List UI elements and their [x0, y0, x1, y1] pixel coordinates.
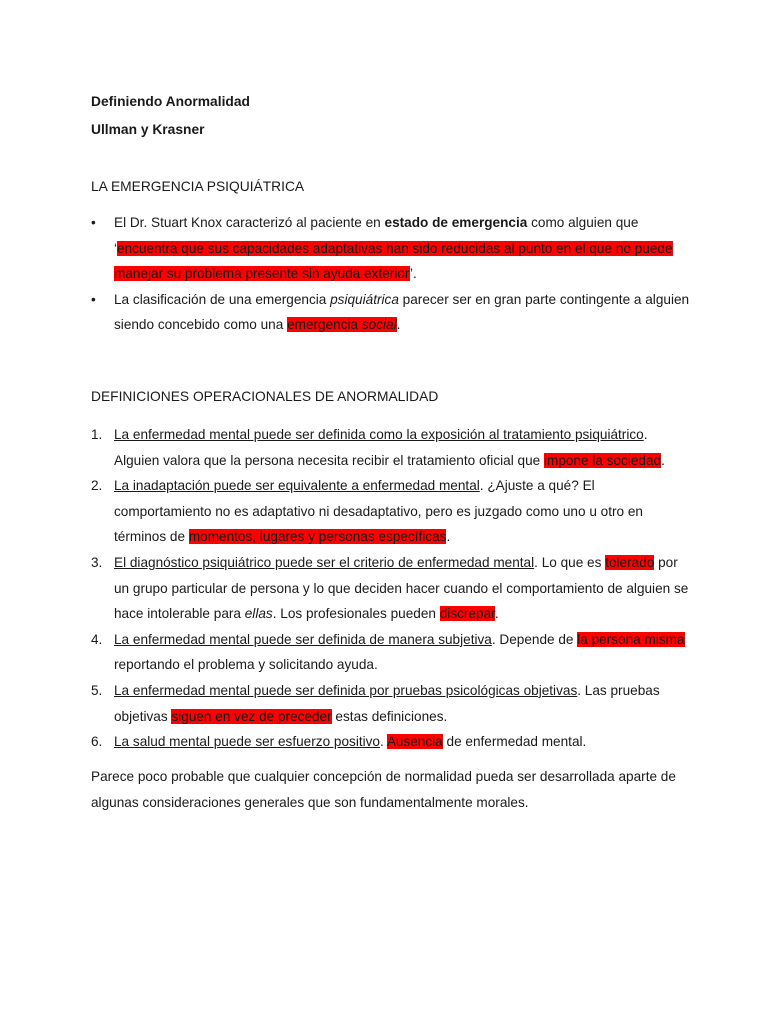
- italic-text: psiquiátrica: [330, 291, 399, 307]
- text-run: por un grupo particular de persona y lo que deciden hacer cuando el comportamiento de alguien se hace intolerable para: [114, 554, 689, 622]
- list-item: [91, 678, 691, 729]
- list-item: [91, 627, 691, 678]
- list-item: [91, 210, 691, 287]
- text-run: . Depende de: [491, 631, 578, 647]
- highlighted-text: siguen en vez de preceder: [171, 708, 332, 724]
- text-run: .: [661, 452, 665, 468]
- text-run: .: [396, 317, 401, 333]
- text-run: .: [446, 529, 451, 545]
- text-run: La clasificación de una emergencia: [114, 291, 331, 307]
- spacer: [91, 200, 691, 210]
- bullet-list: [91, 210, 691, 338]
- document-title: Definiendo Anormalidad: [91, 94, 250, 109]
- text-run: .: [494, 606, 499, 622]
- highlighted-text: impone la sociedad: [543, 452, 662, 468]
- spacer: [91, 755, 691, 764]
- text-run: . Las pruebas objetivas: [114, 682, 660, 724]
- bullet-icon: •: [91, 215, 96, 230]
- list-number: 5.: [91, 682, 103, 698]
- text-run: reportando el problema y solicitando ayuda.: [114, 657, 378, 673]
- spacer: [91, 410, 691, 422]
- closing-paragraph: Parece poco probable que cualquier concepción de normalidad pueda ser desarrollada aparte de algunas consideraciones generales que son fundamentalmente morales.: [91, 768, 676, 810]
- text-run: . Alguien valora que la persona necesita recibir el tratamiento oficial que: [114, 426, 648, 468]
- highlighted-text: tolerado: [605, 554, 655, 570]
- numbered-list: [91, 422, 691, 755]
- text-run: .: [380, 734, 387, 750]
- list-number: 3.: [91, 554, 103, 570]
- text-run: como alguien que ‘: [114, 215, 639, 256]
- list-item: [91, 473, 691, 550]
- bullet-icon: •: [91, 291, 96, 307]
- document-authors: Ullman y Krasner: [91, 122, 205, 137]
- list-item: [91, 550, 691, 627]
- spacer: [91, 144, 691, 174]
- underlined-text: La enfermedad mental puede ser definida por pruebas psicológicas objetivas: [114, 682, 578, 698]
- text-run: . ¿Ajuste a qué? El comportamiento no es adaptativo ni desadaptativo, pero es juzgado como uno u otro en términos de: [114, 478, 643, 545]
- bold-text: estado de emergencia: [384, 215, 528, 230]
- list-item: [91, 287, 691, 338]
- list-item: [91, 422, 691, 473]
- text-run: estas definiciones.: [331, 708, 448, 724]
- highlighted-text: encuentra que sus capacidades adaptativas han sido reducidas al punto en el que no puede manejar su problema presente sin ayuda exterior: [114, 240, 673, 282]
- underlined-text: La salud mental puede ser esfuerzo positivo: [114, 734, 380, 750]
- list-item: [91, 729, 691, 755]
- spacer: [91, 338, 691, 384]
- text-run: . Los profesionales pueden: [272, 606, 440, 622]
- highlighted-text: [287, 317, 397, 332]
- section-heading-definiciones: DEFINICIONES OPERACIONALES DE ANORMALIDAD: [91, 388, 439, 404]
- section-heading-emergencia: LA EMERGENCIA PSIQUIÁTRICA: [91, 179, 305, 194]
- text-run: parecer ser en gran parte contingente a alguien siendo concebido como una: [114, 291, 690, 333]
- highlighted-text: Ausencia: [386, 734, 443, 750]
- underlined-text: La inadaptación puede ser equivalente a enfermedad mental: [114, 478, 480, 494]
- list-number: 1.: [91, 426, 103, 442]
- document-page: [91, 88, 691, 816]
- text-run: . Lo que es: [534, 554, 606, 570]
- italic-text: social: [361, 317, 397, 333]
- text-run: ’.: [409, 266, 417, 282]
- underlined-text: La enfermedad mental puede ser definida de manera subjetiva: [114, 631, 492, 647]
- underlined-text: La enfermedad mental puede ser definida como la exposición al tratamiento psiquiátrico: [114, 426, 644, 442]
- italic-text: ellas: [244, 606, 273, 622]
- text-run: emergencia: [287, 317, 362, 333]
- list-number: 6.: [91, 734, 103, 750]
- list-number: 2.: [91, 478, 103, 494]
- highlighted-text: discrepar: [439, 606, 495, 622]
- list-number: 4.: [91, 631, 103, 647]
- underlined-text: El diagnóstico psiquiátrico puede ser el criterio de enfermedad mental: [114, 554, 535, 570]
- text-run: de enfermedad mental.: [442, 734, 587, 750]
- highlighted-text: la persona misma: [577, 631, 685, 647]
- highlighted-text: momentos, lugares y personas específicas: [188, 529, 447, 545]
- text-run: El Dr. Stuart Knox caracterizó al paciente en: [114, 215, 385, 230]
